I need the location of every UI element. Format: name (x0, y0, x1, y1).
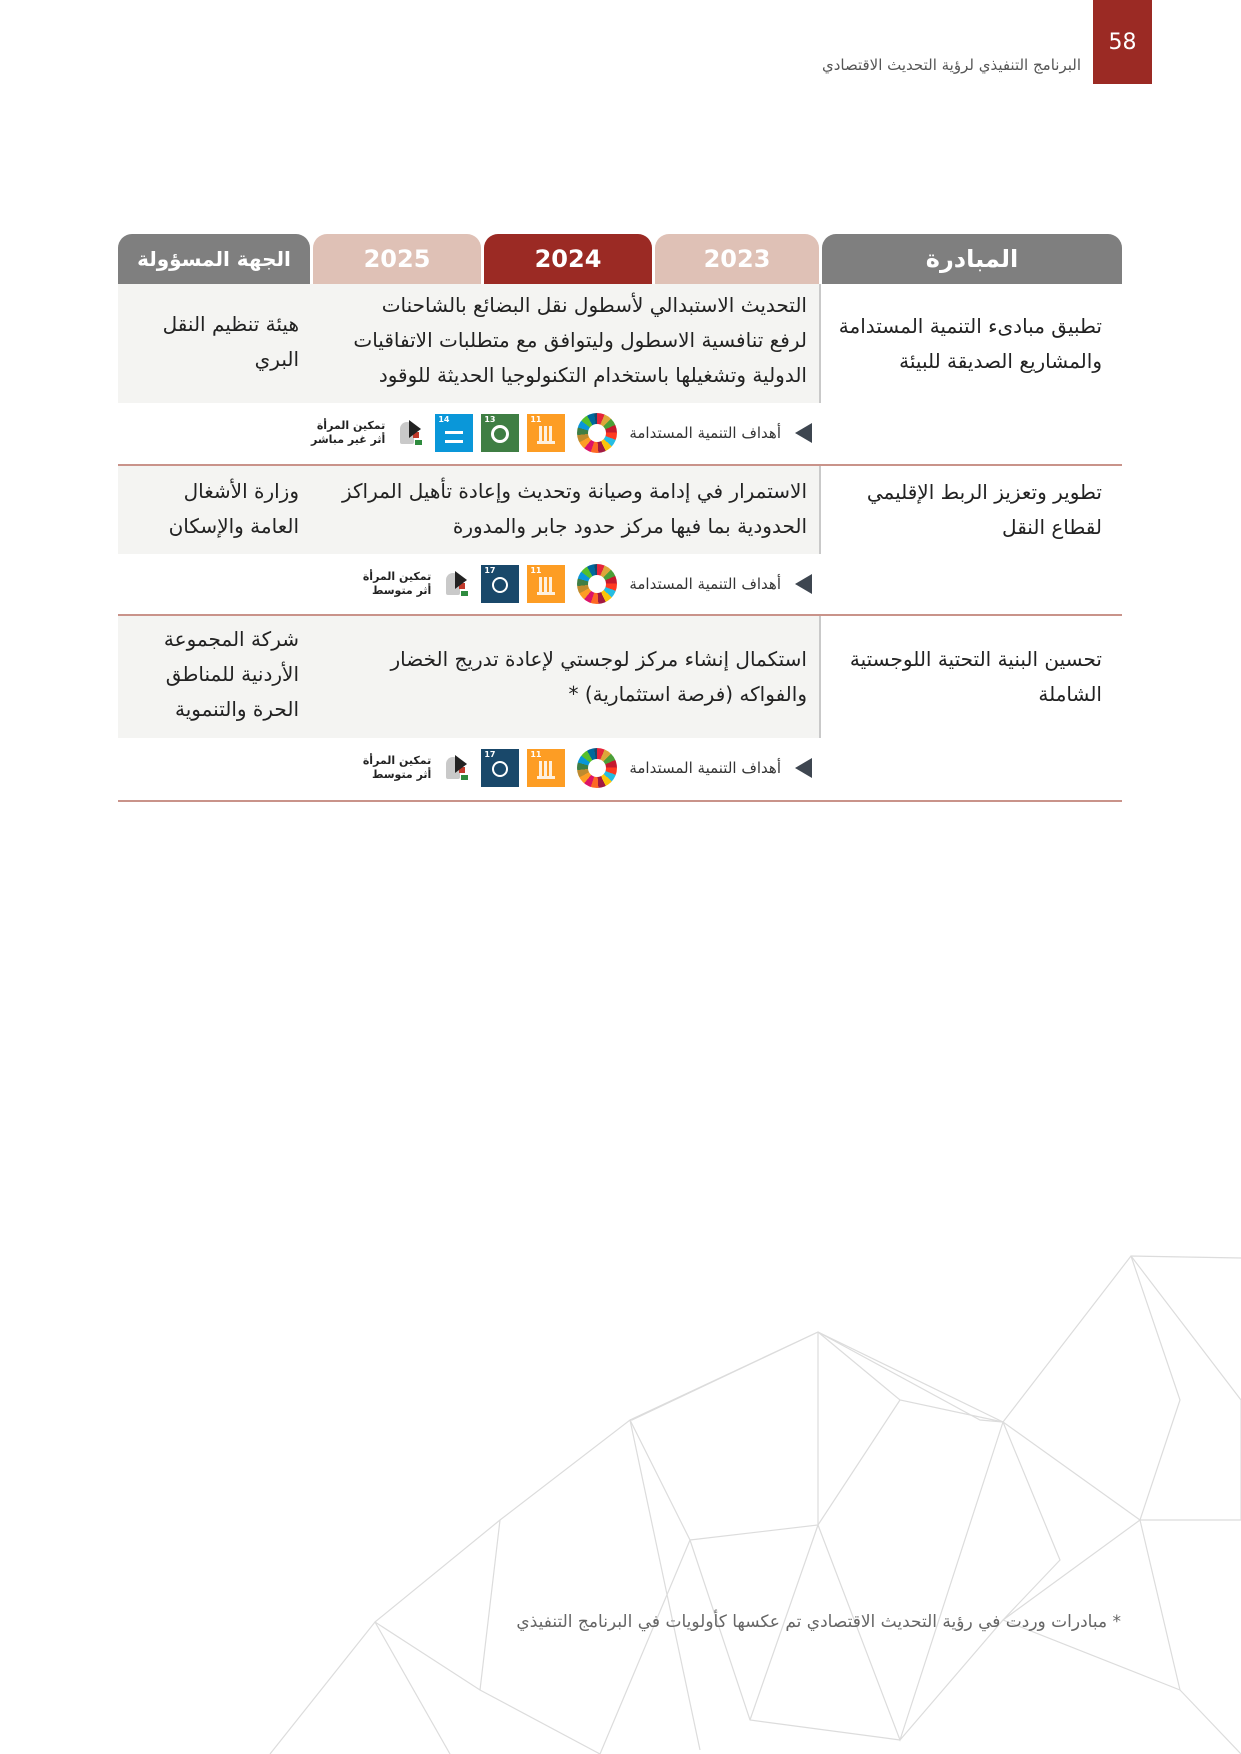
page-number: 58 (1093, 0, 1152, 84)
column-header-initiative: المبادرة (822, 234, 1122, 284)
sdg-band (118, 738, 1122, 802)
row-description: الاستمرار في إدامة وصيانة وتحديث وإعادة تأهيل المراكز الحدودية بما فيها مركز حدود جابر والمدورة (341, 479, 807, 538)
row-initiative: تطبيق مبادىء التنمية المستدامة والمشاريع الصديقة للبيئة (838, 313, 1102, 373)
sdg-wheel-icon (577, 413, 617, 453)
row-body (118, 284, 821, 403)
row-initiative: تحسين البنية التحتية اللوجستية الشاملة (849, 647, 1102, 706)
sdg-11-icon: 11 (527, 414, 565, 452)
footnote: * مبادرات وردت في رؤية التحديث الاقتصادي تم عكسها كأولويات في البرنامج التنفيذي (516, 1612, 1121, 1632)
sdg-11-icon: 11 (527, 749, 565, 787)
row-description: التحديث الاستبدالي لأسطول نقل البضائع بالشاحنات لرفع تنافسية الاسطول وليتوافق مع متطلبات الاتفاقيات الدولية وتشغيلها باستخدام التكنولوجيا الحديثة للوقود (353, 293, 807, 387)
sdg-label: أهداف التنمية المستدامة (629, 424, 781, 442)
table-row (118, 466, 1122, 616)
sdg-line (311, 413, 812, 453)
sdg-band (118, 554, 1122, 616)
sdg-14-icon: 14 (435, 414, 473, 452)
row-body (118, 616, 821, 738)
sdg-band (118, 403, 1122, 466)
sdg-11-icon: 11 (527, 565, 565, 603)
row-responsible: وزارة الأشغال العامة والإسكان (168, 479, 299, 538)
column-header-2025: 2025 (313, 234, 481, 284)
running-title: البرنامج التنفيذي لرؤية التحديث الاقتصادي (821, 56, 1081, 74)
sdg-13-icon: 13 (481, 414, 519, 452)
women-empowerment-text: تمكين المرأة أثر غير مباشر (310, 419, 386, 446)
row-responsible: شركة المجموعة الأردنية للمناطق الحرة والتنموية (163, 627, 299, 721)
women-empowerment-icon (397, 418, 423, 448)
women-empowerment-text: تمكين المرأة أثر متوسط (362, 570, 432, 597)
sdg-wheel-icon (577, 748, 617, 788)
table-header (118, 234, 1122, 284)
table-row (118, 284, 1122, 466)
arrow-left-icon (795, 758, 812, 778)
sdg-line (363, 748, 812, 788)
table-row (118, 616, 1122, 802)
row-responsible: هيئة تنظيم النقل البري (162, 312, 299, 371)
sdg-17-icon: 17 (481, 749, 519, 787)
arrow-left-icon (795, 423, 812, 443)
women-empowerment-icon (443, 569, 469, 599)
women-empowerment-text: تمكين المرأة أثر متوسط (362, 754, 432, 781)
women-empowerment-icon (443, 753, 469, 783)
sdg-label: أهداف التنمية المستدامة (629, 575, 781, 593)
column-header-2024: 2024 (484, 234, 652, 284)
row-body (118, 466, 821, 554)
sdg-label: أهداف التنمية المستدامة (629, 759, 781, 777)
arrow-left-icon (795, 574, 812, 594)
sdg-wheel-icon (577, 564, 617, 604)
sdg-17-icon: 17 (481, 565, 519, 603)
column-header-responsible: الجهة المسؤولة (118, 234, 310, 284)
column-header-2023: 2023 (655, 234, 819, 284)
initiatives-table (118, 234, 1122, 802)
sdg-line (363, 564, 812, 604)
row-description: استكمال إنشاء مركز لوجستي لإعادة تدريج الخضار والفواكه (فرصة استثمارية) * (390, 647, 807, 706)
row-initiative: تطوير وتعزيز الربط الإقليمي لقطاع النقل (866, 480, 1102, 539)
